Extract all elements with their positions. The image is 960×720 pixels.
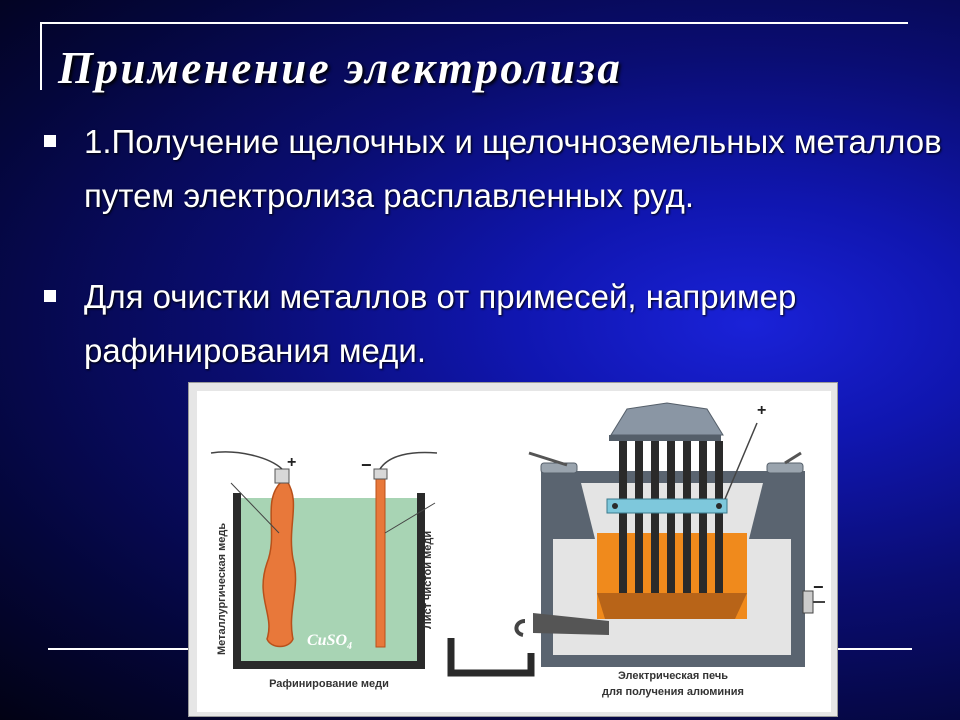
bullet-text: Для очистки металлов от примесей, например рафинирования меди.: [84, 278, 797, 369]
molten-aluminium: [597, 593, 747, 619]
bullet-text: 1.Получение щелочных и щелочноземельных металлов путем электролиза расплавленных руд.: [84, 123, 942, 214]
left-rule: [40, 22, 42, 90]
cathode-minus-sign: −: [361, 455, 372, 475]
busbar-bolt: [716, 503, 722, 509]
bullet-1: [44, 115, 949, 223]
furnace-caption-line2: для получения алюминия: [602, 686, 744, 698]
anode-rod: [651, 441, 659, 593]
electrolysis-diagram: [189, 383, 839, 718]
bottom-rule-left: [48, 648, 188, 650]
furnace-minus-sign: −: [813, 577, 824, 597]
cathode-label: Лист чистой меди: [422, 530, 434, 629]
anode-rod: [619, 441, 627, 593]
anode-label: Металлургическая медь: [216, 522, 228, 655]
bullet-marker: [44, 135, 56, 147]
cathode-pure-copper-sheet: [376, 477, 385, 647]
anode-rod: [635, 441, 643, 593]
furnace-caption-line1: Электрическая печь: [617, 670, 729, 682]
electrolyte-formula-main: CuSO: [307, 632, 348, 649]
anode-rod: [667, 441, 675, 593]
bullet-marker: [44, 290, 56, 302]
slide-title: Применение электролиза: [58, 43, 623, 93]
electrolyte-formula-subscript: 4: [347, 641, 353, 652]
cathode-clamp: [374, 469, 387, 479]
hood-base: [609, 435, 721, 441]
busbar-bolt: [612, 503, 618, 509]
right-hopper: [767, 463, 803, 473]
top-rule: [40, 22, 908, 24]
anode-rod: [683, 441, 691, 593]
refining-caption: Рафинирование меди: [269, 678, 389, 690]
cathode-terminal: [803, 591, 813, 613]
anode-plus-sign: +: [287, 454, 297, 471]
furnace-plus-sign: +: [757, 402, 767, 419]
anode-clamp: [275, 469, 289, 483]
anode-rod: [699, 441, 707, 593]
anode-rod: [715, 441, 723, 593]
electrolysis-figure: [188, 382, 838, 717]
bullet-2: [44, 270, 949, 378]
left-hopper: [541, 463, 577, 473]
anode-busbar: [607, 499, 727, 513]
bottom-rule-right: [838, 648, 912, 650]
